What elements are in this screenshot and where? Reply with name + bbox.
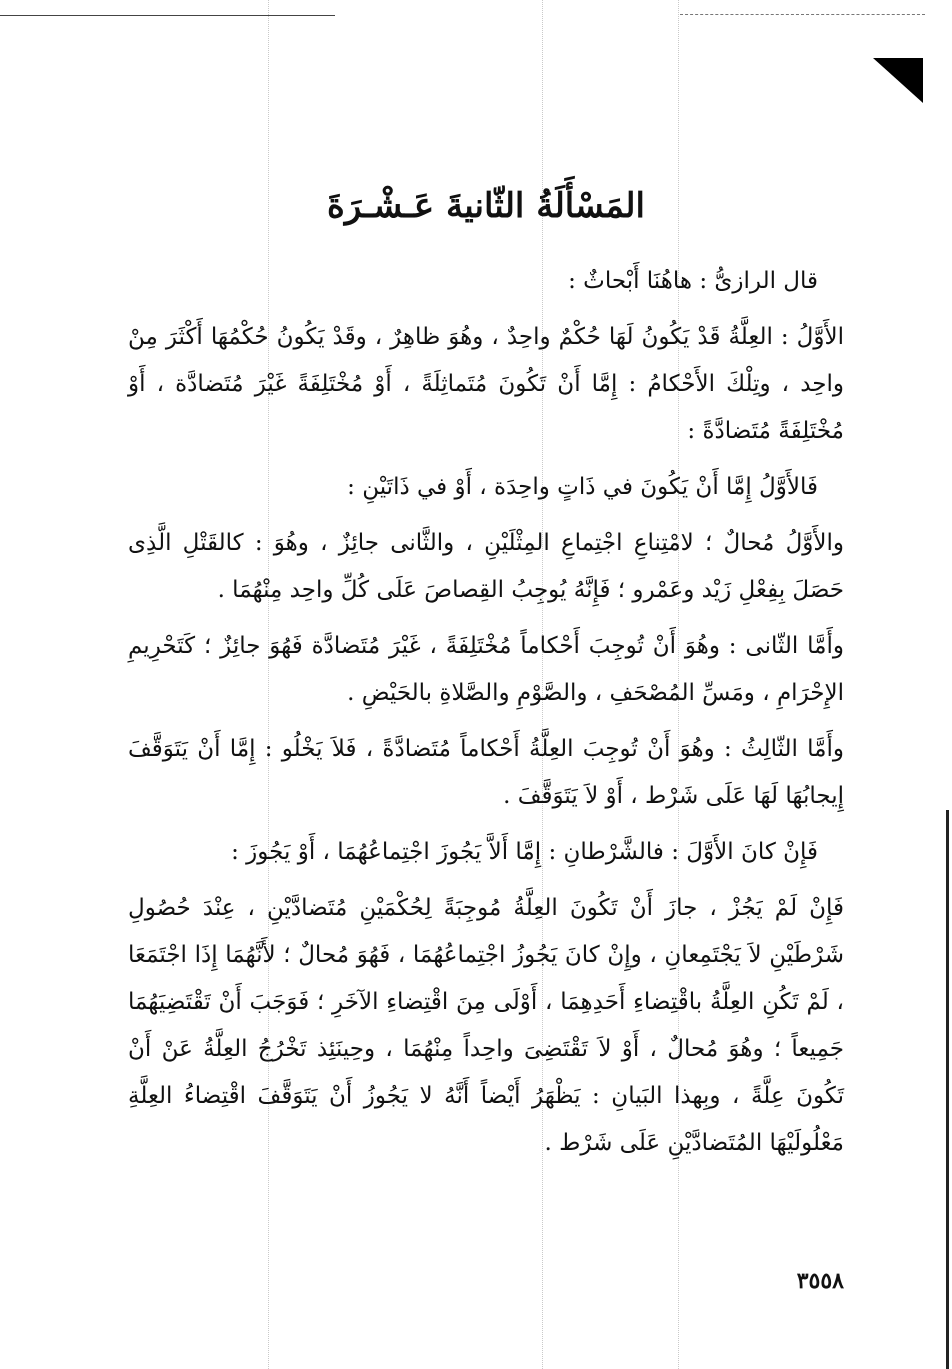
scan-edge-shadow — [946, 810, 949, 1369]
corner-triangle-mark — [873, 58, 923, 103]
paragraph: فَالأَوَّلُ إِمَّا أَنْ يَكُونَ في ذَاتٍ واحِدَة ، أَوْ في ذَاتَيْنِ : — [347, 474, 818, 500]
scan-top-rule-right — [680, 14, 925, 15]
paragraph: والأَوَّلُ مُحالٌ ؛ لامْتِناعِ اجْتِماعِ المِثْلَيْنِ ، والثَّانى جائِزٌ ، وهُوَ : كالقَتْلِ الَّذِى حَصَلَ بِفِعْلِ زَيْد وعَمْرو ؛ فَإِنَّهُ يُوجِبُ القِصاصَ عَلَى كُلِّ واحِد مِنْهُمَا . — [128, 530, 844, 603]
page-number: ٣٥٥٨ — [796, 1268, 844, 1294]
chapter-title: المَسْأَلَةُ الثّانيةَ عَـشْـرَةَ — [327, 186, 645, 226]
paragraph: الأَوَّلُ : العِلَّةُ قَدْ يَكُونُ لَهَا حُكْمٌ واحِدٌ ، وهُوَ ظاهِرٌ ، وقَدْ يَكُونُ حُكْمُهَا أَكْثَرَ مِنْ واحِد ، وتِلْكَ الأَحْكامُ : إِمَّا أَنْ تَكُونَ مُتَماثِلَةً ، أَوْ مُخْتَلِفَةً غَيْرَ مُتَضادَّة ، أَوْ مُخْتَلِفَةً مُتَضادَّةً : — [128, 324, 844, 444]
paragraph-intro: قال الرازىُّ : هاهُنَا أَبْحاثٌ : — [568, 268, 818, 294]
paragraph: وأَمَّا الثّالِثُ : وهُوَ أَنْ تُوجِبَ العِلَّةُ أَحْكاماً مُتَضادَّةً ، فَلاَ يَخْلُو : إِمَّا أَنْ يَتَوَقَّفَ إِيجابُهَا لَهَا عَلَى شَرْط ، أَوْ لاَ يَتَوَقَّفَ . — [128, 736, 844, 809]
paragraph: وأَمَّا الثّانى : وهُوَ أَنْ تُوجِبَ أَحْكاماً مُخْتَلِفَةً ، غَيْرَ مُتَضادَّة فَهُوَ جائِزٌ ؛ كَتَحْرِيمِ الإِحْرَامِ ، ومَسِّ المُصْحَفِ ، والصَّوْمِ والصَّلاةِ بالحَيْضِ . — [128, 633, 844, 706]
page-body — [128, 180, 844, 1176]
paragraph: فَإِنْ كانَ الأَوَّلَ : فالشَّرْطانِ : إِمَّا أَلاَّ يَجُوزَ اجْتِماعُهُمَا ، أَوْ يَجُوزَ : — [231, 839, 818, 865]
paragraph: فَإِنْ لَمْ يَجُزْ ، جازَ أَنْ تَكُونَ العِلَّةُ مُوجِبَةً لِحُكْمَيْنِ مُتَضادَّيْنِ ، عِنْدَ حُصُولِ شَرْطَيْنِ لاَ يَجْتَمِعانِ ، وإِنْ كانَ يَجُوزُ اجْتِماعُهُمَا ، فَهُوَ مُحالٌ ؛ لأَنَّهُمَا إِذَا اجْتَمَعَا ، لَمْ تَكُنِ العِلَّةُ باقْتِضاءِ أَحَدِهِمَا ، أَوْلَى مِنَ اقْتِضاءِ الآخَرِ ؛ فَوَجَبَ أَنْ تَقْتَضِيَهُمَا جَمِيعاً ؛ وهُوَ مُحالٌ ، أَوْ لاَ تَقْتَضِىَ واحِداً مِنْهُمَا ، وحِينَئِذ تَخْرُجُ العِلَّةُ عَنْ أَنْ تَكُونَ عِلَّةً ، وبِهذا البَيانِ : يَظْهَرُ أَيْضاً أَنَّهُ لا يَجُوزُ أَنْ يَتَوَقَّفَ اقْتِضاءُ العِلَّةِ مَعْلُولَيْهَا المُتَضادَّيْنِ عَلَى شَرْط . — [128, 895, 844, 1156]
scan-top-rule-left — [0, 15, 335, 16]
